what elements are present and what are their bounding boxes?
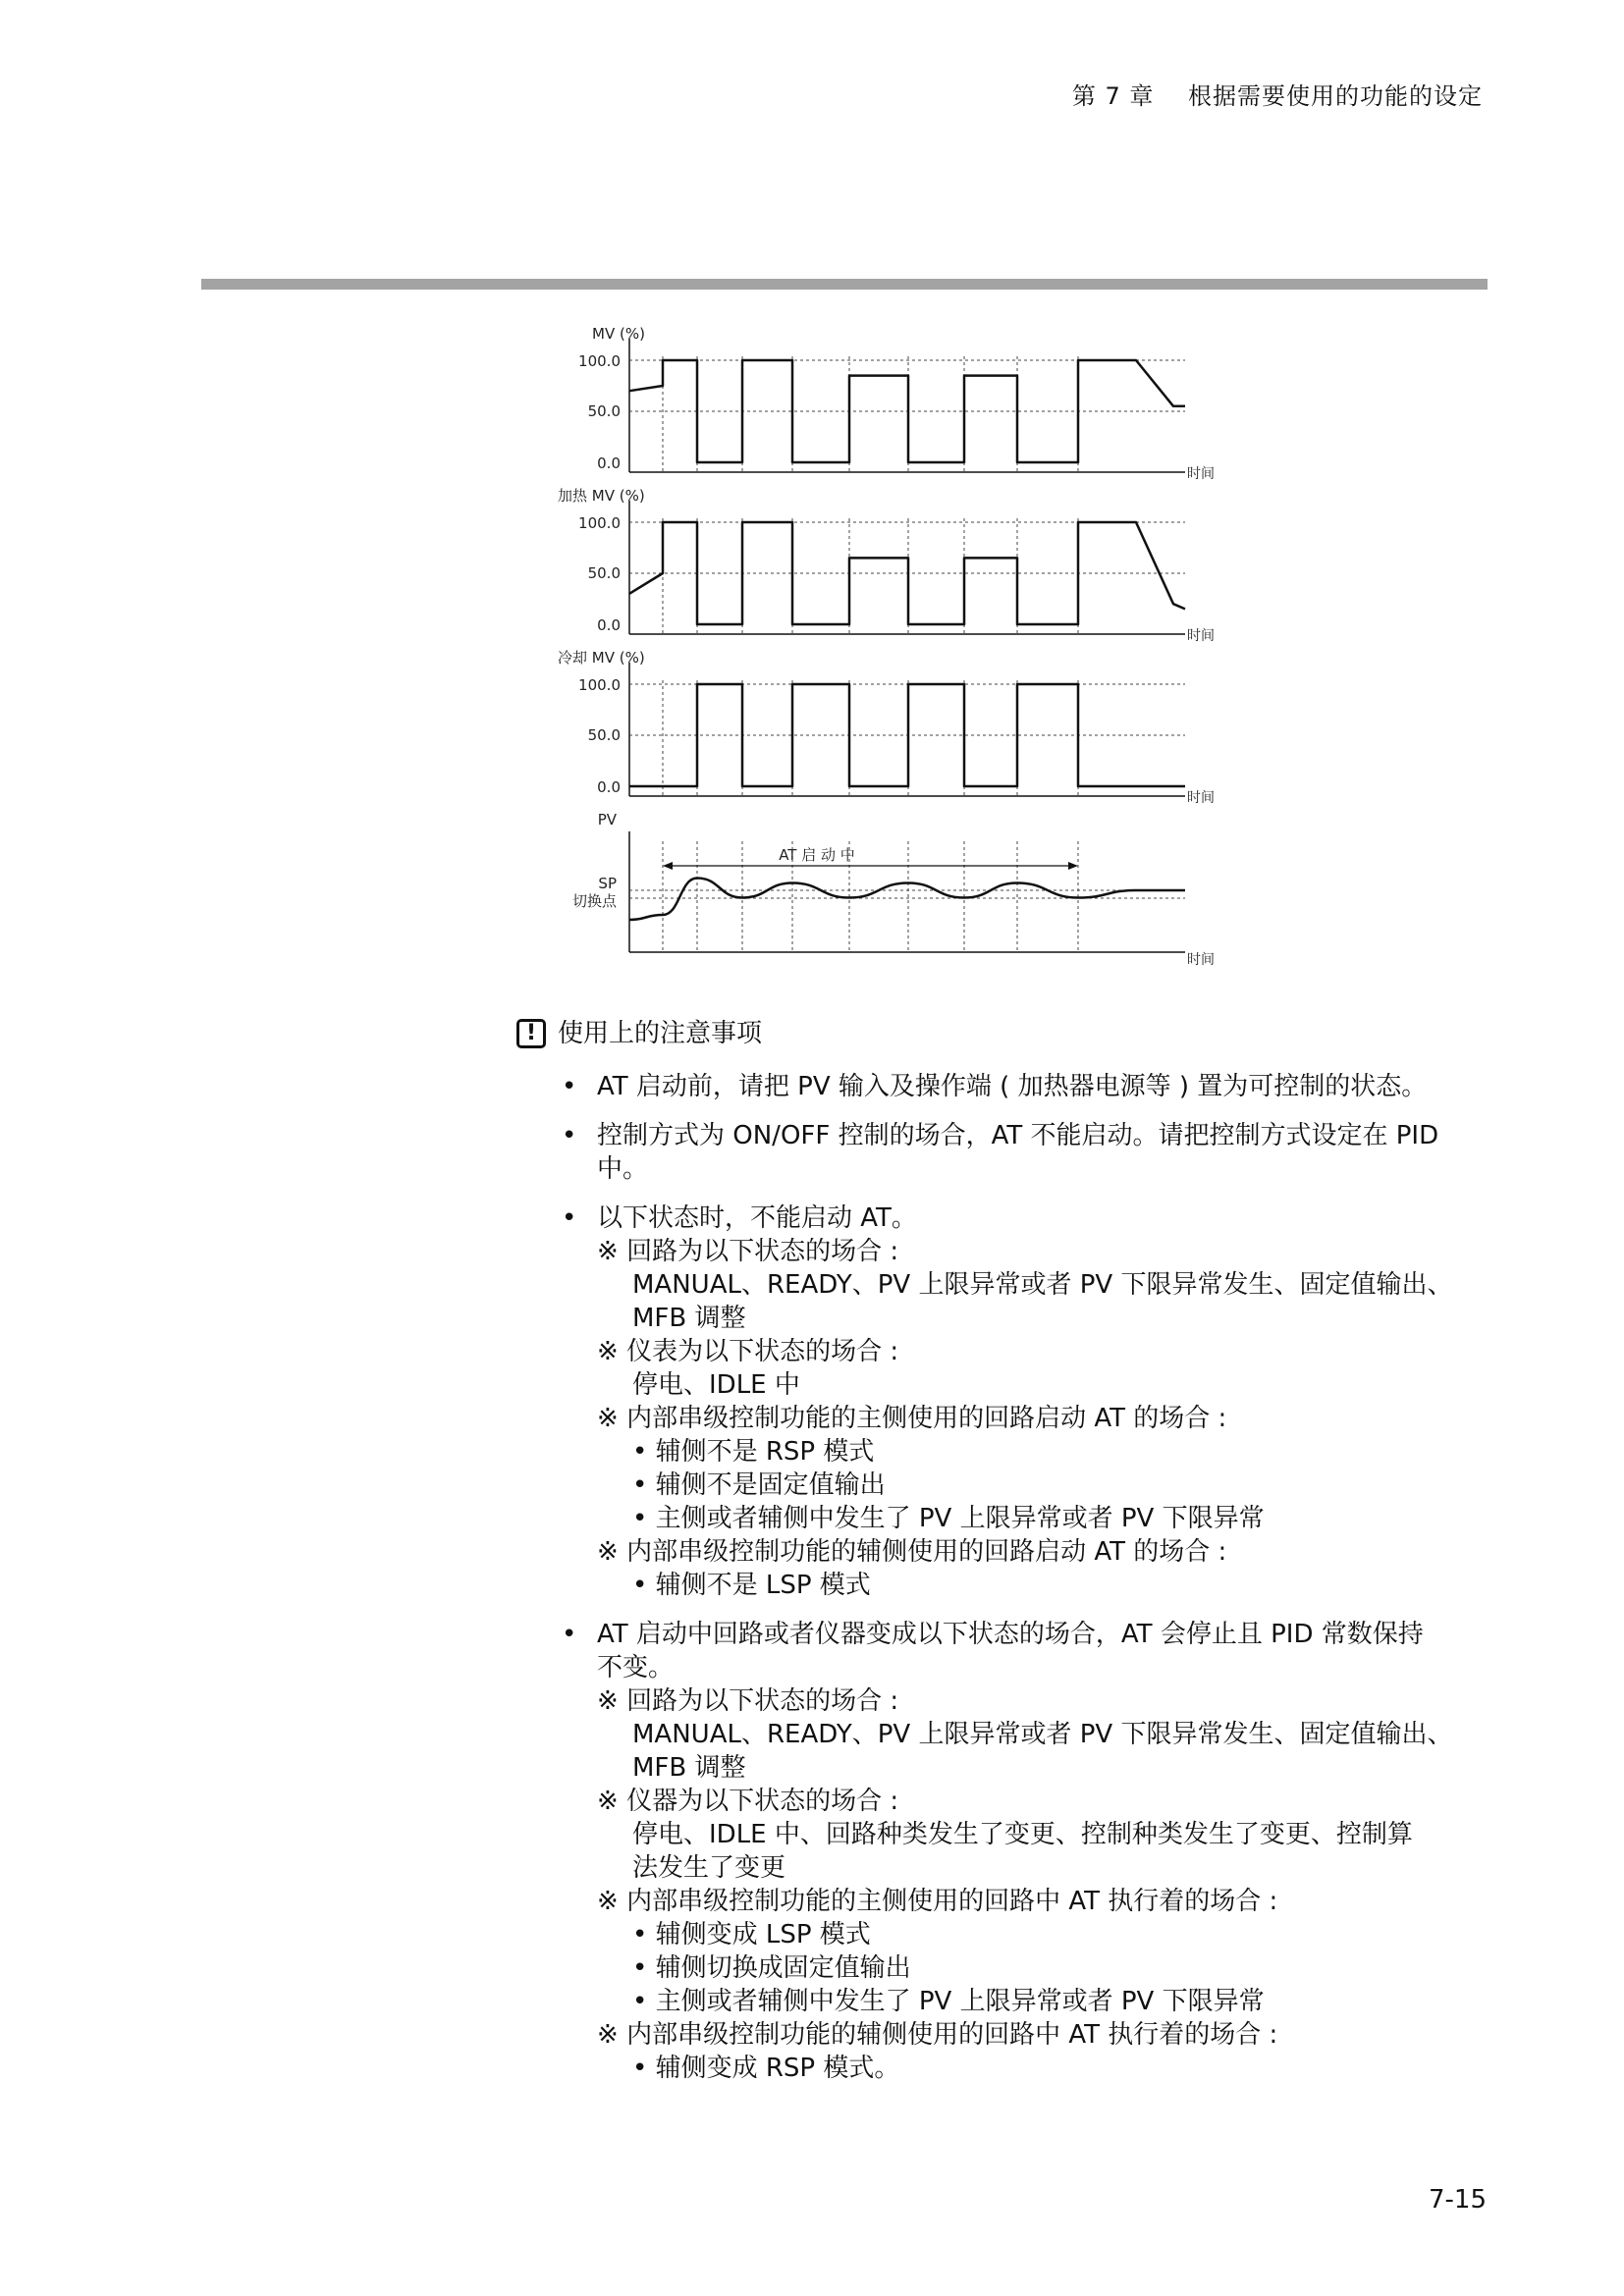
sp-label: SP [598, 875, 617, 892]
chapter-number: 第 7 章 [1071, 82, 1155, 110]
note-3-sub-3-item-1: • 辅侧不是 RSP 模式 [632, 1437, 875, 1467]
note-4-sub-1-detail-1: MANUAL、READY、PV 上限异常或者 PV 下限异常发生、固定值输出、 [632, 1720, 1453, 1749]
chart2-tick-0: 0.0 [597, 616, 621, 634]
chart2-title: 加热 MV (%) [558, 487, 645, 505]
chart1-tick-50: 50.0 [587, 402, 621, 420]
chart2-tick-50: 50.0 [587, 564, 621, 582]
notes-heading-text: 使用上的注意事项 [558, 1019, 763, 1048]
chart2-time-label: 时间 [1187, 628, 1215, 644]
note-item-1-text: AT 启动前，请把 PV 输入及操作端 ( 加热器电源等 ) 置为可控制的状态。 [597, 1072, 1428, 1101]
reference-mark-icon: ※ [597, 1887, 619, 1916]
note-3-sub-1-detail-1: MANUAL、READY、PV 上限异常或者 PV 下限异常发生、固定值输出、 [632, 1270, 1453, 1300]
note-3-sub-1-text: 回路为以下状态的场合 : [626, 1237, 899, 1266]
note-4-sub-3-item-3: • 主侧或者辅侧中发生了 PV 上限异常或者 PV 下限异常 [632, 1987, 1265, 2016]
bullet-icon: • [562, 1072, 577, 1101]
note-item-1 [516, 1070, 1489, 1103]
note-item-2-line-2: 中。 [597, 1154, 649, 1184]
note-item-2-line-1: 控制方式为 ON/OFF 控制的场合，AT 不能启动。请把控制方式设定在 PID [597, 1121, 1439, 1150]
reference-mark-icon: ※ [597, 1787, 619, 1816]
chart4-title: PV [597, 811, 617, 828]
note-4-sub-2-detail-1: 停电、IDLE 中、回路种类发生了变更、控制种类发生了变更、控制算 [632, 1820, 1413, 1849]
bullet-icon: • [562, 1203, 577, 1233]
note-4-sub-3-text: 内部串级控制功能的主侧使用的回路中 AT 执行着的场合 : [626, 1887, 1278, 1916]
chart4-time-label: 时间 [1187, 952, 1215, 968]
note-item-4 [516, 1618, 1489, 2085]
note-3-sub-1 [597, 1235, 1489, 1268]
reference-mark-icon: ※ [597, 2020, 619, 2050]
note-3-sub-2-detail-1: 停电、IDLE 中 [632, 1370, 800, 1400]
note-3-sub-3-text: 内部串级控制功能的主侧使用的回路启动 AT 的场合 : [626, 1404, 1227, 1433]
switch-point-label: 切换点 [571, 892, 617, 910]
note-3-sub-2-text: 仪表为以下状态的场合 : [626, 1337, 899, 1366]
header-rule [201, 279, 1488, 290]
chart3-time-label: 时间 [1187, 790, 1215, 806]
chart3-title: 冷却 MV (%) [558, 649, 645, 667]
note-item-3-text: 以下状态时，不能启动 AT。 [597, 1203, 917, 1233]
note-4-sub-2-text: 仪器为以下状态的场合 : [626, 1787, 899, 1816]
note-4-sub-3 [597, 1885, 1489, 1918]
bullet-icon: • [562, 1121, 577, 1150]
reference-mark-icon: ※ [597, 1337, 619, 1366]
note-4-sub-3-item-1: • 辅侧变成 LSP 模式 [632, 1920, 871, 1949]
note-3-sub-3-item-3: • 主侧或者辅侧中发生了 PV 上限异常或者 PV 下限异常 [632, 1504, 1265, 1533]
chapter-title: 根据需要使用的功能的设定 [1188, 82, 1483, 110]
reference-mark-icon: ※ [597, 1686, 619, 1716]
caution-icon: ! [516, 1019, 546, 1048]
note-4-sub-4-text: 内部串级控制功能的辅侧使用的回路中 AT 执行着的场合 : [626, 2020, 1278, 2050]
note-3-sub-4-text: 内部串级控制功能的辅侧使用的回路启动 AT 的场合 : [626, 1537, 1227, 1567]
at-arrow-left-head [663, 862, 673, 870]
note-4-sub-3-item-2: • 辅侧切换成固定值输出 [632, 1953, 911, 1983]
note-item-4-line-1: AT 启动中回路或者仪器变成以下状态的场合，AT 会停止且 PID 常数保持 [597, 1620, 1424, 1649]
at-arrow-right-head [1068, 862, 1078, 870]
chart3-tick-100: 100.0 [578, 676, 621, 694]
bullet-icon: • [562, 1620, 577, 1649]
note-3-sub-2 [597, 1335, 1489, 1368]
page-header [1072, 77, 1483, 111]
notes-heading [516, 1017, 1489, 1050]
chart2-tick-100: 100.0 [578, 514, 621, 532]
reference-mark-icon: ※ [597, 1537, 619, 1567]
note-4-sub-4-item-1: • 辅侧变成 RSP 模式。 [632, 2054, 900, 2083]
at-timing-diagram [545, 316, 1232, 974]
chart3-tick-50: 50.0 [587, 726, 621, 744]
note-item-2 [516, 1119, 1489, 1186]
note-3-sub-4-item-1: • 辅侧不是 LSP 模式 [632, 1571, 871, 1600]
note-item-4-line-2: 不变。 [597, 1653, 675, 1682]
reference-mark-icon: ※ [597, 1237, 619, 1266]
note-4-sub-1-text: 回路为以下状态的场合 : [626, 1686, 899, 1716]
pv-curve [629, 879, 1185, 921]
note-4-sub-1 [597, 1684, 1489, 1718]
at-timing-figure [545, 316, 1232, 974]
note-4-sub-2-detail-2: 法发生了变更 [632, 1853, 786, 1883]
note-3-sub-3 [597, 1402, 1489, 1435]
note-3-sub-4 [597, 1535, 1489, 1569]
note-3-sub-1-detail-2: MFB 调整 [632, 1304, 746, 1333]
chart1-time-label: 时间 [1187, 466, 1215, 482]
chart1-tick-100: 100.0 [578, 352, 621, 370]
note-4-sub-2 [597, 1785, 1489, 1818]
page-number: 7-15 [1428, 2185, 1487, 2215]
reference-mark-icon: ※ [597, 1404, 619, 1433]
note-3-sub-3-item-2: • 辅侧不是固定值输出 [632, 1470, 886, 1500]
note-4-sub-1-detail-2: MFB 调整 [632, 1753, 746, 1783]
note-item-3 [516, 1201, 1489, 1602]
chart1-tick-0: 0.0 [597, 454, 621, 472]
at-running-label: AT 启 动 中 [779, 846, 855, 864]
chart1-title: MV (%) [592, 325, 645, 343]
usage-notes [516, 1017, 1489, 2101]
chart3-tick-0: 0.0 [597, 778, 621, 796]
note-4-sub-4 [597, 2018, 1489, 2052]
